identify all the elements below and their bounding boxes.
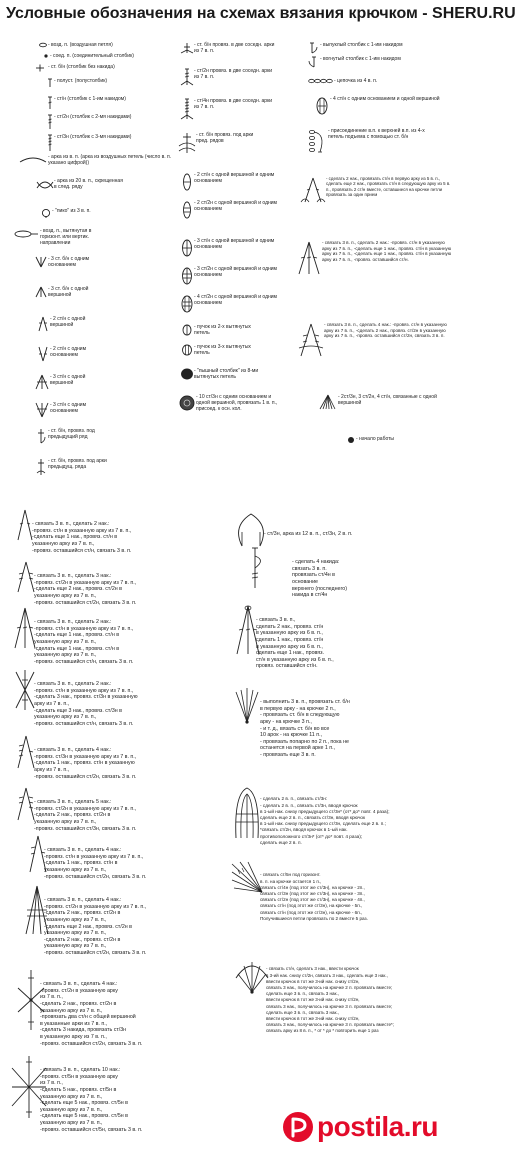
line: указанную арку из 7 в. п., <box>40 1007 103 1014</box>
legend-label: - ст. б/н, провяз. под арки предыдущ. ряда <box>48 458 107 470</box>
legend-label: - вогнутый столбик с 1-им накидом <box>320 56 401 62</box>
line: -сделать еще 5 нак., провяз. ст/5н в <box>40 1113 128 1120</box>
legend-label: - цепочка из 4 в. п. <box>334 78 378 84</box>
line: в. п. на крючке остается 1 п., <box>260 878 322 884</box>
block-text <box>292 546 347 612</box>
line: арку из 7 в. п., <box>34 766 70 773</box>
3dc-one-top-symbol <box>34 374 50 390</box>
line: -сделать 2 нак., провяз. ст/2н в <box>44 910 121 917</box>
legend-arch <box>18 154 178 166</box>
legend-label: - 3 ст/н с одной вершиной и одним основанием <box>194 238 275 250</box>
line: -провяз. оставшийся ст/2н, связать 3 в. п. <box>34 599 137 606</box>
legend-slip-stitch <box>42 53 134 59</box>
legend-label: - арка из в. п. (арка из воздушных петель (число в. п. указано цифрой)) <box>48 154 172 166</box>
line: -провяз. оставшийся ст/5н, связать 3 в. п. <box>40 1126 143 1133</box>
line: 10 арок - на крючке 11 п., <box>260 732 323 739</box>
join-chain-symbol <box>306 128 328 156</box>
line: -провяз. ст/н в указанную арку из 7 в. п., <box>34 687 134 694</box>
legend-sc-under-row <box>36 428 156 444</box>
double-crochet-symbol <box>46 96 54 110</box>
line: -провяз. оставшийся ст/н, связать 3 в. п. <box>34 658 134 665</box>
10dtr-ring-symbol <box>178 394 196 412</box>
line: - связать ст/5н под горизонт. <box>260 872 321 878</box>
legend-label: - 3 ст/н с одним основанием <box>50 402 87 414</box>
legend-sc-under-arches <box>36 458 156 476</box>
line: указанную арку из 7 в. п., <box>34 652 97 659</box>
block-3dc-2 <box>14 508 214 554</box>
legend-label: - возд. п. (воздушная петля) <box>48 42 113 48</box>
line: - связать 3 в. п., сделать 4 нак.: <box>40 981 118 988</box>
legend-3tr-cluster <box>180 266 290 286</box>
line: указанную арку из 7 в. п., <box>34 714 97 721</box>
3sc-one-top-symbol <box>34 286 48 298</box>
legend-3dc-cluster <box>180 238 290 258</box>
legend-label: - 3 ст/н с одной вершиной <box>50 374 86 386</box>
legend-3dc-arch-7 <box>296 240 456 276</box>
line: верхнего (последнего) <box>292 585 347 592</box>
legend-label: - начало работы <box>356 436 394 442</box>
puff-3-symbol <box>180 344 194 356</box>
legend-2dc-one-base <box>36 346 156 362</box>
block-text <box>266 954 394 1047</box>
line: указанную арку из 7 в. п., <box>40 1093 103 1100</box>
line: в 3-ий нак. снизу ст/2н, связать 3 нак., сделать еще 3 нак., <box>266 972 388 978</box>
line: арку - на крючке 3 п., <box>260 718 312 725</box>
legend-3dc-one-base <box>34 402 154 418</box>
line: -провязать два ст/н с общей вершиной <box>40 1014 136 1021</box>
line: Получившиеся петли провязать по 2 вместе 5 раз. <box>260 915 368 921</box>
legend-label: - связать 3 в. п., сделать 2 нак.: -провяз. ст/н в указанную арку из 7 в. п., -сделать еще 1 нак., провяз. ст/н в указанную арку из 7 в. п., -сделать еще 1 нак., провяз. ст/н в указанную арку из 7 в. п., -провяз. оставшийся ст/н. <box>322 240 452 262</box>
line: - сделать 2 в. п., связать ст/3н, вводя крючок <box>260 802 358 808</box>
sc-two-arches-symbol <box>180 42 194 54</box>
postila-logo-icon <box>282 1111 314 1143</box>
line: - провязать попарно по 2 п., пока не <box>260 738 349 745</box>
line: указанную арку из 7 в. п., <box>34 818 97 825</box>
line: сделать еще 3 в. п., связать 3 нак., <box>266 991 340 997</box>
4dc-arch-7-symbol <box>298 322 324 358</box>
legend-2dc-one-top <box>36 316 156 332</box>
chain-stitch-symbol <box>38 42 48 48</box>
legend-double-crochet <box>46 96 126 110</box>
legend-label: - возд. п., вытянутая в горизонт. или вертик. направлении <box>40 228 92 246</box>
line: - связать 3 в. п., сделать 3 нак.: <box>34 573 112 580</box>
line: -сделать 1 нак., провяз. ст/н в указанную <box>34 760 135 767</box>
3dc-one-base-symbol <box>34 402 50 418</box>
double-treble-symbol <box>46 134 54 152</box>
legend-picot <box>40 208 91 218</box>
line: -провяз. ст/2н в указанную арку из 7 в. п., <box>34 579 137 586</box>
block-5dtr-star <box>10 1054 224 1133</box>
2dc-two-arches-symbol <box>300 176 326 204</box>
line: связать 3 в. п. <box>292 565 327 572</box>
line: связать ст/4н (под этот же ст/3н), на крючке - 2п., <box>260 884 365 890</box>
legend-tr-two-arches <box>180 68 290 86</box>
legend-mixed-cluster <box>318 394 456 410</box>
page-title: Условные обозначения на схемах вязания крючком - SHERU.RU <box>6 5 516 22</box>
block-text <box>32 508 132 567</box>
line: в первую арку - на крючке 2 п., <box>260 705 336 712</box>
line: связать ст/н (под этот же ст/3н), на крючке - 6п., <box>260 909 363 915</box>
line: из 7 в. п., <box>40 1080 63 1087</box>
block-text <box>40 1054 142 1146</box>
line: *связать ст/2н, вводя крючок в 1-ый нак. <box>260 827 348 833</box>
legend-label: - ст/н (столбик с 1-им накидом) <box>54 96 126 102</box>
legend-label: - 2 ст/н с одним основанием <box>50 346 87 358</box>
elongated-chain-symbol <box>14 228 40 240</box>
legend-label: - ст/3н (столбик с 3-мя накидами) <box>54 134 132 140</box>
line: указанную арку из 7 в. п., <box>44 930 107 937</box>
sc-under-arches-symbol <box>36 458 48 476</box>
line: -провяз. оставшийся ст/2н, связать 3 в. п. <box>34 773 137 780</box>
legend-label: - "пико" из 3 в. п. <box>52 208 91 214</box>
line: - провязать еще 3 в. п. <box>260 751 316 758</box>
line: указанную арку из 7 в. п., <box>40 1119 103 1126</box>
postila-watermark[interactable] <box>262 1108 458 1146</box>
half-double-symbol <box>46 78 54 88</box>
4tr-two-arches-symbol <box>180 98 194 120</box>
legend-label: - связать 3 в. п., сделать 4 нак.: -провяз. ст/н в указанную арку из 7 в. п., -сделать 2 нак., провяз. ст/2н в указанную арку из 7 в. п., -провяз. оставшийся ст/2н, связать 3 в. п. <box>324 322 447 339</box>
block-3dc-3 <box>12 606 212 665</box>
legend-front-post <box>306 42 456 54</box>
block-fan-5 <box>230 860 456 924</box>
post-diagram-symbol <box>242 546 268 590</box>
block-dtr-crossed <box>232 784 456 848</box>
line: - сделать 4 накида: <box>292 559 340 566</box>
line: -сделать еще 2 нак., провяз. ст/2н в <box>34 586 122 593</box>
sc-prev-rows-symbol <box>178 132 196 154</box>
legend-label: - 4 ст/2н с одной вершиной и одним основанием <box>194 294 277 306</box>
line: сделать 2 нак., провяз. ст/н <box>256 623 324 630</box>
line: указанную арку из 7 в. п., <box>40 1106 103 1113</box>
block-3tr-2 <box>14 560 214 606</box>
legend-label: - ст/2н провяз. в две соседн. арки из 7 в. п. <box>194 68 273 80</box>
legend-puff-3 <box>180 344 290 356</box>
line: - связать 3 в. п., сделать 2 нак.: <box>34 681 112 688</box>
line: - связать 3 в. п., <box>256 617 296 624</box>
block-dtr-dc <box>14 734 214 780</box>
legend-label: - 3 ст. б/н с одной вершиной <box>48 286 89 298</box>
legend-4tr-cluster <box>180 294 290 314</box>
block-text <box>40 968 142 1060</box>
line: -сделать еще 5 нак., провяз. ст/5н в <box>40 1100 128 1107</box>
line: - связать 3 в. п., сделать 4 нак.: <box>44 897 122 904</box>
legend-label: - 2ст/3н, 3 ст/2н, 4 ст/н, связанные с одной вершиной <box>338 394 437 406</box>
legend-treble <box>46 114 131 130</box>
legend-sc-two-arches <box>180 42 290 54</box>
line: - связать 3 в. п., сделать 4 нак.: <box>44 847 122 854</box>
legend-2dc-two-arches <box>300 176 456 204</box>
legend-label: - ст. б/н провяз. в две соседн. арки из 7 в. п. <box>194 42 275 54</box>
line: - сделать 2 в. п., связать ст/3н: <box>260 796 328 802</box>
legend-label: - ст/2н (столбик с 2-мя накидами) <box>54 114 132 120</box>
line: сделать 1 нак., провяз. ст/н <box>256 636 324 643</box>
back-post-symbol <box>306 56 320 68</box>
line: -провяз. ст/5н в указанную арку <box>40 1073 118 1080</box>
legend-2dc-cluster <box>180 172 290 192</box>
block-text <box>260 860 368 934</box>
line: сделать еще 2 в. п. <box>260 839 302 845</box>
legend-label: - "пышный столбик" из 8-ми вытянутых петель <box>194 368 259 380</box>
legend-label: - присоединение в.п. к верхней в.п. из 4-х петель подъема с помощью ст. б/н <box>328 128 425 140</box>
line: противоположного ст/3н* (от* до* повт. 4 раза); <box>260 833 363 839</box>
line: - провязать ст. б/н в следующую <box>260 712 340 719</box>
legend-label: - пучок из 2-х вытянутых петель <box>194 324 251 336</box>
line: связать арку из 8 в. п., * от * до * повторить еще 1 раз <box>266 1028 379 1034</box>
line: - связать 3 в. п., сделать 5 нак.: <box>34 799 112 806</box>
line: - выполнить 3 в. п., провязать ст. б/н <box>260 699 350 706</box>
legend-3sc-one-top <box>34 286 154 298</box>
line: сделать еще 1 нак., провяз. <box>256 650 325 657</box>
start-marker-symbol <box>346 436 356 444</box>
legend-crossed-arch <box>36 178 156 192</box>
line: связать ст/н (под этот же ст/3н), на крючке - 5п., <box>260 903 363 909</box>
legend-puff-8 <box>180 368 290 380</box>
legend-label: - ст. б/н провяз. под арки пред. рядов <box>196 132 254 144</box>
line: -провяз. оставшийся ст/3н, связать 3 в. п. <box>34 825 137 832</box>
line: связать ст/2н (под этот же ст/3н), на крючке - 4п., <box>260 897 365 903</box>
legend-sc-prev-rows <box>178 132 288 154</box>
2dc-one-base-symbol <box>36 346 50 362</box>
line: -сделать 2 нак., провяз. ст/2н в <box>34 812 111 819</box>
block-tr-dc <box>26 834 226 880</box>
legend-label: - 2 ст/2н с одной вершиной и одним основанием <box>194 200 277 212</box>
line: -провяз. оставшийся ст/н, связать 3 в. п. <box>34 720 134 727</box>
legend-chain-4 <box>308 78 377 84</box>
legend-join-chain <box>306 128 456 156</box>
block-4tr <box>24 884 224 956</box>
line: провязать ст/4н в <box>292 572 336 579</box>
puff-8-symbol <box>180 368 194 380</box>
line: -сделать 3 накида, провязать ст/3н <box>40 1027 127 1034</box>
legend-label: - пучок из 3-х вытянутых петель <box>194 344 251 356</box>
line: - связать ст/н, сделать 3 нак., ввести крючок <box>266 966 359 972</box>
line: основание <box>292 578 318 585</box>
legend-double-treble <box>46 134 131 152</box>
4dc-shell-symbol <box>314 96 330 116</box>
legend-label: - арка из 20 в. п., скрещенная в след. ряду <box>54 178 123 190</box>
legend-2tr-cluster <box>180 200 290 220</box>
block-text <box>260 686 350 772</box>
line: ввести крючок в тот же 3-ий нак. снизу ст/2н, <box>266 978 360 984</box>
legend-start <box>346 436 394 444</box>
3dc-cluster-symbol <box>180 238 194 258</box>
line: -сделать еще 1 нак., провяз. ст/н в <box>34 645 120 652</box>
line: -провяз. ст/2н в указанную арку <box>40 987 118 994</box>
block-arch-12 <box>234 510 454 550</box>
puff-2-symbol <box>180 324 194 336</box>
block-sc-10-arches <box>234 686 456 758</box>
legend-label: - 10 ст/3н с одним основанием и одной вершиной, провязать 1 в. п., присоед. к осн. кол. <box>196 394 278 412</box>
legend-label: - ст. б/н (столбик без накида) <box>48 64 115 70</box>
block-text <box>256 604 334 683</box>
legend-4dc-arch-7 <box>298 322 456 358</box>
legend-3sc-one-base <box>34 256 154 268</box>
chain-4-symbol <box>308 78 334 84</box>
line: сделать еще 2 в. п., связать ст/3н, вводя крючок <box>260 815 366 821</box>
crossed-dtr-symbol <box>232 784 262 840</box>
4tr-cluster-symbol <box>180 294 194 314</box>
legend-10dtr-ring <box>178 394 298 412</box>
line: провяз. оставшийся ст/н. <box>256 663 318 670</box>
line: указанную арку из 7 в. п., <box>34 592 97 599</box>
line: в 1-ый нак. снизу предыдущего ст/3н, сделать еще 2 в. п.; <box>260 821 386 827</box>
legend-4tr-two-arches <box>180 98 290 120</box>
line: - связать 3 в. п., сделать 4 нак.: <box>34 747 112 754</box>
block-mixed-star <box>14 968 224 1047</box>
line: -сделать 3 нак., провяз. ст/3н в указанную <box>34 694 138 701</box>
legend-chain-stitch <box>38 42 113 48</box>
legend-label: - 3 ст. б/н с одним основанием <box>48 256 90 268</box>
block-dtr-tr <box>14 786 214 832</box>
line: -провяз. ст/3н в указанную арку из 7 в. п., <box>34 753 137 760</box>
line: связать 3 нак., получилось на крючке 3 п. провязать вместе; <box>266 1003 393 1009</box>
line: связать 3 нак., получилось на крючке 3 п. провязать вместе*; <box>266 1022 395 1028</box>
crossed-arch-symbol <box>36 178 54 192</box>
3dc-arch-7-symbol <box>296 240 322 276</box>
single-crochet-symbol <box>32 64 48 72</box>
line: -провяз. оставшийся ст/2н, связать 3 в. п. <box>44 873 147 880</box>
sc-under-row-symbol <box>36 428 48 444</box>
line: - и т. д., вязать ст. б/н во все <box>260 725 330 732</box>
line: -сделать еще 3 нак., провяз. ст/3н в <box>34 707 122 714</box>
line: -провяз. оставшийся ст/2н, связать 3 в. п. <box>44 949 147 956</box>
block-fan-tr <box>232 954 456 1034</box>
legend-label: - полуст. (полустолбик) <box>54 78 108 84</box>
line: в 1-ый нак. снизу предыдущего ст/3н* (от* до* повт. 4 раза); <box>260 808 390 814</box>
2dc-one-top-symbol <box>36 316 50 332</box>
block-text <box>34 734 136 793</box>
legend-label: - соед. п. (соединительный столбик) <box>50 53 134 59</box>
line: ввести крючок в тот же 3-ий нак. снизу ст/2н, <box>266 997 360 1003</box>
line: указанную арку из 7 в. п., <box>34 638 97 645</box>
picot-symbol <box>40 208 52 218</box>
legend-label: - 2 ст/н с одной вершиной <box>50 316 86 328</box>
line: - связать 3 в. п., сделать 2 нак.: <box>34 619 112 626</box>
line: ст/н в указанную арку из 6 в. п., <box>256 656 334 663</box>
line: указанную арку из 7 в. п., <box>44 916 107 923</box>
mixed-cluster-symbol <box>318 394 338 410</box>
legend-label: - 3 ст/2н с одной вершиной и одним основанием <box>194 266 277 278</box>
legend-label: - 2 ст/н с одной вершиной и одним основанием <box>194 172 275 184</box>
line: из 7 в. п., <box>40 994 63 1001</box>
legend-label: - 4 ст/н с одним основанием и одной вершиной <box>330 96 440 102</box>
watermark-text: postila.ru <box>316 1111 438 1142</box>
tr-two-arches-symbol <box>180 68 194 86</box>
line: -провяз. ст/н в указанную арку из 7 в. п., <box>32 527 132 534</box>
line: -сделать еще 1 нак., провяз. ст/н в <box>32 534 118 541</box>
block-dtr-mixed <box>12 668 212 727</box>
line: -провяз. ст/2н в указанную арку из 7 в. п., <box>44 903 147 910</box>
line: останется на первой арке 1 п., <box>260 745 336 752</box>
line: -провяз. оставшийся ст/2н, связать 3 в. п. <box>40 1040 143 1047</box>
legend-elongated-chain <box>14 228 154 246</box>
line: указанную арку из 7 в. п., <box>32 540 95 547</box>
line: ввести крючок в тот же 3-ий нак. снизу ст/2н, <box>266 1016 360 1022</box>
line: -сделать 5 нак., провяз. ст/5н в <box>40 1086 117 1093</box>
fan-symbol <box>230 860 264 894</box>
block-text <box>34 668 138 741</box>
3tr-cluster-symbol <box>180 266 194 286</box>
line: связать ст/3н (под этот же ст/3н), на крючке - 3п., <box>260 891 365 897</box>
line: в указанную арку из 6 в. п., <box>256 643 323 650</box>
legend-puff-2 <box>180 324 290 336</box>
block-text <box>44 884 146 970</box>
line: - связать 3 в. п., сделать 2 нак.: <box>32 521 110 528</box>
line: в указанные арки из 7 в. п., <box>40 1020 108 1027</box>
line: -сделать еще 2 нак., провяз. ст/2н в <box>44 923 132 930</box>
legend-back-post <box>306 56 456 68</box>
front-post-symbol <box>306 42 320 54</box>
line: указанную арку из 7 в. п., <box>44 866 107 873</box>
line: -сделать еще 1 нак., провяз. ст/н в <box>34 632 120 639</box>
legend-label: - ст/4н провяз. в две соседн. арки из 7 в. п. <box>194 98 273 110</box>
line: -провяз. ст/н в указанную арку из 7 в. п., <box>34 625 134 632</box>
block-4-yarn-over <box>242 546 452 599</box>
legend-single-crochet <box>32 64 115 72</box>
line: - ст/3н, арка из 12 в. п., ст/3н, 2 в. п. <box>264 531 353 538</box>
line: указанную арку из 7 в. п., <box>44 943 107 950</box>
line: -сделать 2 нак., провяз. ст/2н в <box>44 936 121 943</box>
legend-label: - ст. б/н, провяз. под предыдущий ряд <box>48 428 95 440</box>
block-3dc-arch-6 <box>234 604 456 670</box>
arch-symbol <box>18 154 48 164</box>
legend-label: - выпуклый столбик с 1-им накидом <box>320 42 403 48</box>
line: накида в ст/4н <box>292 592 328 599</box>
sc-fan-symbol <box>234 686 260 724</box>
line: - связать 3 в. п., сделать 10 нак.: <box>40 1067 121 1074</box>
line: связать 3 нак., получилось на крючке 2 п. провязать вместе; <box>266 985 393 991</box>
legend-3dc-one-top <box>34 374 154 390</box>
legend-4dc-shell <box>314 96 454 116</box>
line: -сделать 1 нак., провяз. ст/н в <box>44 860 118 867</box>
arch-diagram-symbol <box>234 510 268 548</box>
2tr-cluster-symbol <box>180 200 194 220</box>
legend-label: - сделать 2 нак., провязать ст/н в первую арку из 5 в. п., сделать еще 2 нак., провязать ст/н в следующую арку из 5 в. п., провязать 2 ст/н вместе, оставшиеся на крючке петли провязать за один прием <box>326 176 451 198</box>
2dc-cluster-symbol <box>180 172 194 192</box>
line: -сделать 2 нак., провяз. ст/2н в <box>40 1000 117 1007</box>
line: в указанную арку из 6 в. п., <box>256 630 323 637</box>
slip-stitch-symbol <box>42 53 50 59</box>
line: в указанную арку из 7 в. п., <box>40 1033 107 1040</box>
line: арку из 7 в. п., <box>34 700 70 707</box>
3sc-one-base-symbol <box>34 256 48 268</box>
line: -провяз. оставшийся ст/н, связать 3 в. п. <box>32 547 132 554</box>
block-text <box>260 784 390 858</box>
treble-symbol <box>46 114 54 130</box>
legend-half-double <box>46 78 107 88</box>
line: -провяз. ст/2н в указанную арку из 7 в. п., <box>34 805 137 812</box>
line: сделать еще 3 в. п., связать 3 нак., <box>266 1009 340 1015</box>
line: -провяз. ст/н в указанную арку из 7 в. п., <box>44 853 144 860</box>
